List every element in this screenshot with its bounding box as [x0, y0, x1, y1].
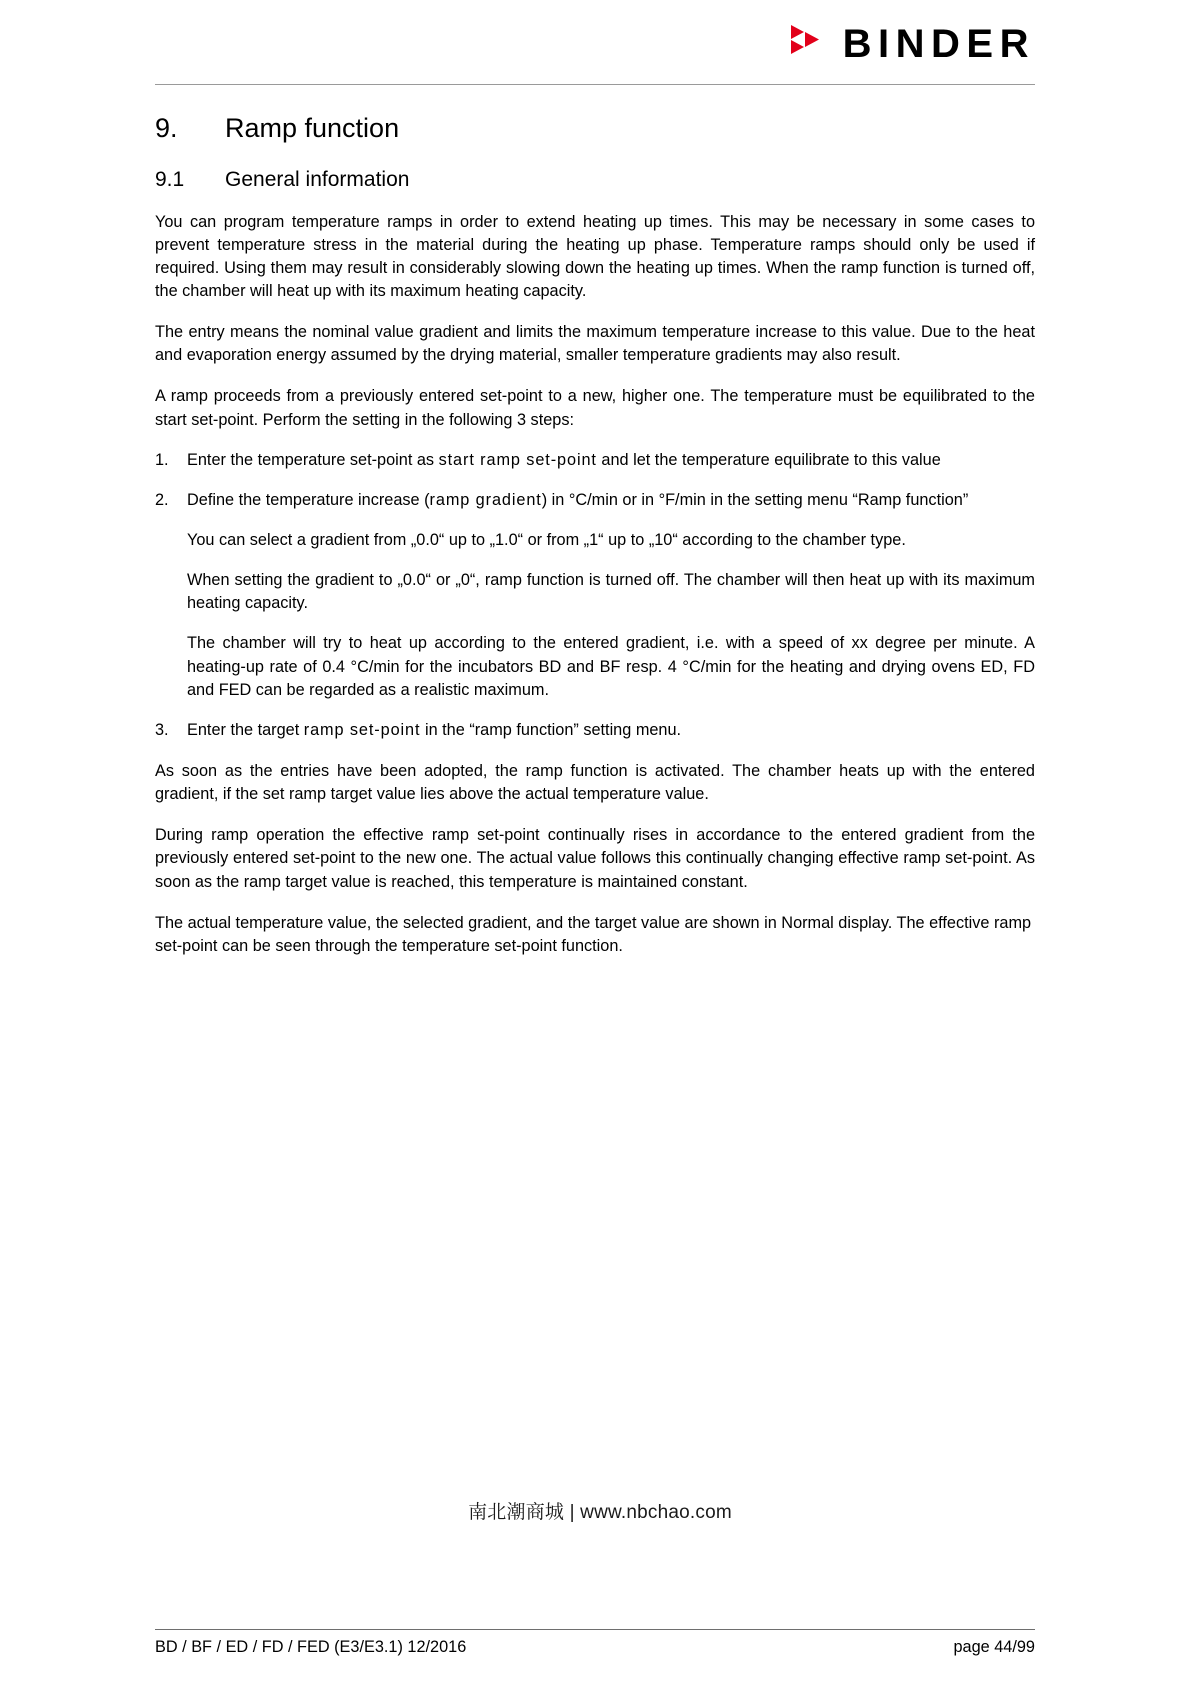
step-text-emphasis: start ramp set-point	[438, 450, 597, 469]
paragraph-entry-means: The entry means the nominal value gradient and limits the maximum temperature increase to this value. Due to the heat and evaporation energy assumed by the drying material, smaller temperature gradients may also result.	[155, 323, 1035, 365]
document-content	[155, 112, 1035, 958]
list-item	[155, 719, 1035, 742]
paragraph-intro: You can program temperature ramps in order to extend heating up times. This may be necessary in some cases to prevent temperature stress in the material during the heating up phase. Temperature ramps should only be used if required. Using them may result in considerably slowing down the heating up times. When the ramp function is turned off, the chamber will heat up with its maximum heating capacity.	[155, 212, 1035, 300]
paragraph-during-operation: During ramp operation the effective ramp set-point continually rises in accordance to the entered gradient from the previously entered set-point to the new one. The actual value follows this continually changing effective ramp set-point. As soon as the ramp target value is reached, this temperature is maintained constant.	[155, 826, 1035, 891]
section-title: Ramp function	[225, 113, 400, 143]
paragraph-after-steps: As soon as the entries have been adopted, the ramp function is activated. The chamber heats up with the entered gradient, if the set ramp target value lies above the actual temperature value.	[155, 761, 1035, 804]
step-text-tail: and let the temperature equilibrate to this value	[596, 450, 941, 469]
section-number: 9.	[155, 113, 178, 143]
binder-logo	[789, 24, 1035, 64]
list-item	[155, 449, 1035, 472]
footer-page-number: page 44/99	[953, 1638, 1035, 1656]
paragraph-ramp-proceeds: A ramp proceeds from a previously entered set-point to a new, higher one. The temperature must be equilibrated to the start set-point. Perform the setting in the following 3 steps:	[155, 387, 1035, 429]
step-text-tail: ) in °C/min or in °F/min in the setting menu “Ramp function”	[541, 490, 969, 509]
list-item	[155, 489, 1035, 512]
substep-gradient-off: When setting the gradient to „0.0“ or „0“, ramp function is turned off. The chamber will then heat up with its maximum heating capacity.	[187, 571, 1035, 613]
step-marker: 2.	[155, 490, 169, 509]
step-text-lead: Enter the temperature set-point as	[187, 450, 439, 469]
step-marker: 1.	[155, 450, 169, 469]
subsection-title: General information	[225, 168, 410, 192]
step-marker: 3.	[155, 720, 169, 739]
footer-model-info: BD / BF / ED / FD / FED (E3/E3.1) 12/2016	[155, 1638, 467, 1656]
page-header	[155, 0, 1035, 84]
step-text-lead: Enter the target	[187, 720, 304, 739]
step-text-emphasis: ramp gradient	[429, 490, 542, 509]
step-text-tail: in the “ramp function” setting menu.	[420, 720, 682, 739]
section-heading	[155, 112, 1035, 144]
binder-wordmark: BINDER	[842, 22, 1035, 66]
binder-arrow-logo-icon	[789, 24, 829, 64]
paragraph-closing: The actual temperature value, the selected gradient, and the target value are shown in Normal display. The effective ramp set-point can be seen through the temperature set-point function.	[155, 913, 1032, 955]
steps-list-continued	[155, 719, 1035, 742]
footer-divider	[155, 1629, 1035, 1630]
watermark-text: 南北潮商城 | www.nbchao.com	[468, 1502, 732, 1523]
steps-list	[155, 449, 1035, 512]
header-divider	[155, 84, 1035, 85]
subsection-heading	[155, 167, 1035, 192]
step-text-emphasis: ramp set-point	[303, 720, 421, 739]
page-footer	[155, 1638, 1035, 1657]
substep-heating-rate: The chamber will try to heat up according to the entered gradient, i.e. with a speed of xx degree per minute. A heating-up rate of 0.4 °C/min for the incubators BD and BF resp. 4 °C/min for the heating and drying ovens ED, FD and FED can be regarded as a realistic maximum.	[187, 634, 1035, 699]
step-text-lead: Define the temperature increase (	[187, 490, 430, 509]
substep-gradient-range: You can select a gradient from „0.0“ up to „1.0“ or from „1“ up to „10“ according to the chamber type.	[187, 530, 906, 549]
subsection-number: 9.1	[155, 168, 185, 192]
